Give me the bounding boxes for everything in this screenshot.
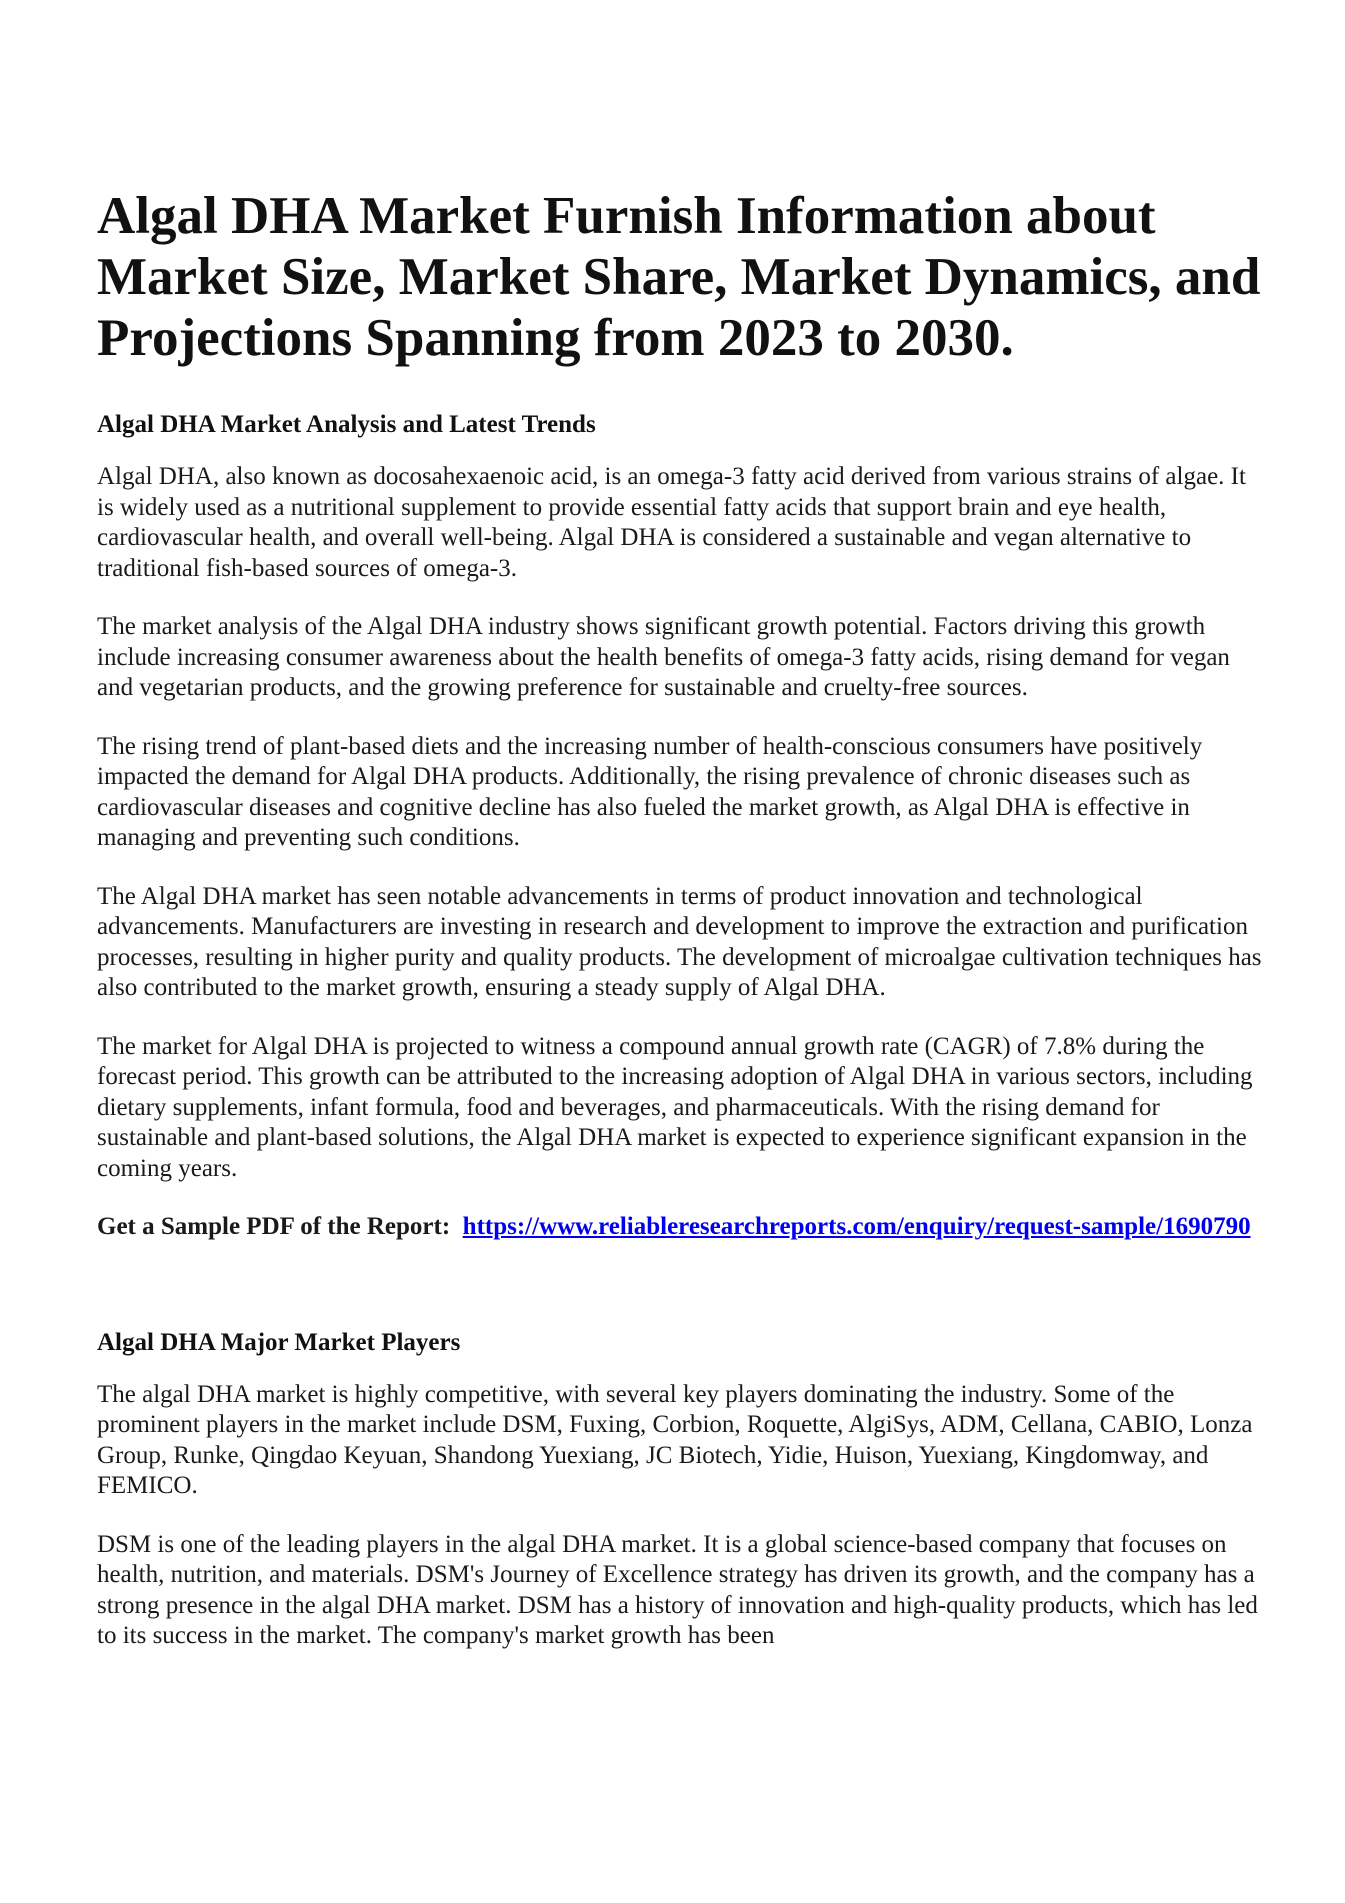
sample-pdf-line: [97, 1212, 1267, 1243]
paragraph: Algal DHA, also known as docosahexaenoic acid, is an omega-3 fatty acid derived from various strains of algae. It is widely used as a nutritional supplement to provide essential fatty acids that support brain and eye health, cardiovascular health, and overall well-being. Algal DHA is considered a sustainable and vegan alternative to traditional fish-based sources of omega-3.: [97, 463, 1246, 582]
paragraph: The algal DHA market is highly competitive, with several key players dominating the industry. Some of the prominent players in the market include DSM, Fuxing, Corbion, Roquette, AlgiSys, ADM, Cellana, CABIO, Lonza Group, Runke, Qingdao Keyuan, Shandong Yuexiang, JC Biotech, Yidie, Huison, Yuexiang, Kingdomway, and FEMICO.: [97, 1380, 1253, 1499]
document-page: [97, 186, 1267, 1680]
paragraph: The market for Algal DHA is projected to witness a compound annual growth rate (CAGR) of 7.8% during the forecast period. This growth can be attributed to the increasing adoption of Algal DHA in various sectors, including dietary supplements, infant formula, food and beverages, and pharmaceuticals. With the rising demand for sustainable and plant-based solutions, the Algal DHA market is expected to experience significant expansion in the coming years.: [97, 1032, 1253, 1182]
paragraph: The rising trend of plant-based diets and the increasing number of health-conscious consumers have positively impacted the demand for Algal DHA products. Additionally, the rising prevalence of chronic diseases such as cardiovascular diseases and cognitive decline has also fueled the market growth, as Algal DHA is effective in managing and preventing such conditions.: [97, 732, 1203, 851]
sample-pdf-label: Get a Sample PDF of the Report:: [97, 1213, 451, 1240]
paragraph: The market analysis of the Algal DHA industry shows significant growth potential. Factors driving this growth include increasing consumer awareness about the health benefits of omega-3 fatty acids, rising demand for vegan and vegetarian products, and the growing preference for sustainable and cruelty-free sources.: [97, 613, 1230, 701]
section-heading-players: Algal DHA Major Market Players: [97, 1328, 461, 1356]
paragraph: DSM is one of the leading players in the algal DHA market. It is a global science-based company that focuses on health, nutrition, and materials. DSM's Journey of Excellence strategy has driven its growth, and the company has a strong presence in the algal DHA market. DSM has a history of innovation and high-quality products, which has led to its success in the market. The company's market growth has been: [97, 1530, 1258, 1649]
sample-pdf-link[interactable]: https://www.reliableresearchreports.com/enquiry/request-sample/1690790: [462, 1213, 1251, 1240]
paragraph: The Algal DHA market has seen notable advancements in terms of product innovation and technological advancements. Manufacturers are investing in research and development to improve the extraction and purification processes, resulting in higher purity and quality products. The development of microalgae cultivation techniques has also contributed to the market growth, ensuring a steady supply of Algal DHA.: [97, 882, 1262, 1001]
page-title: Algal DHA Market Furnish Information about Market Size, Market Share, Market Dynamics, and Projections Spanning from 2023 to 2030.: [97, 187, 1261, 367]
section-heading-analysis: Algal DHA Market Analysis and Latest Trends: [97, 411, 596, 438]
